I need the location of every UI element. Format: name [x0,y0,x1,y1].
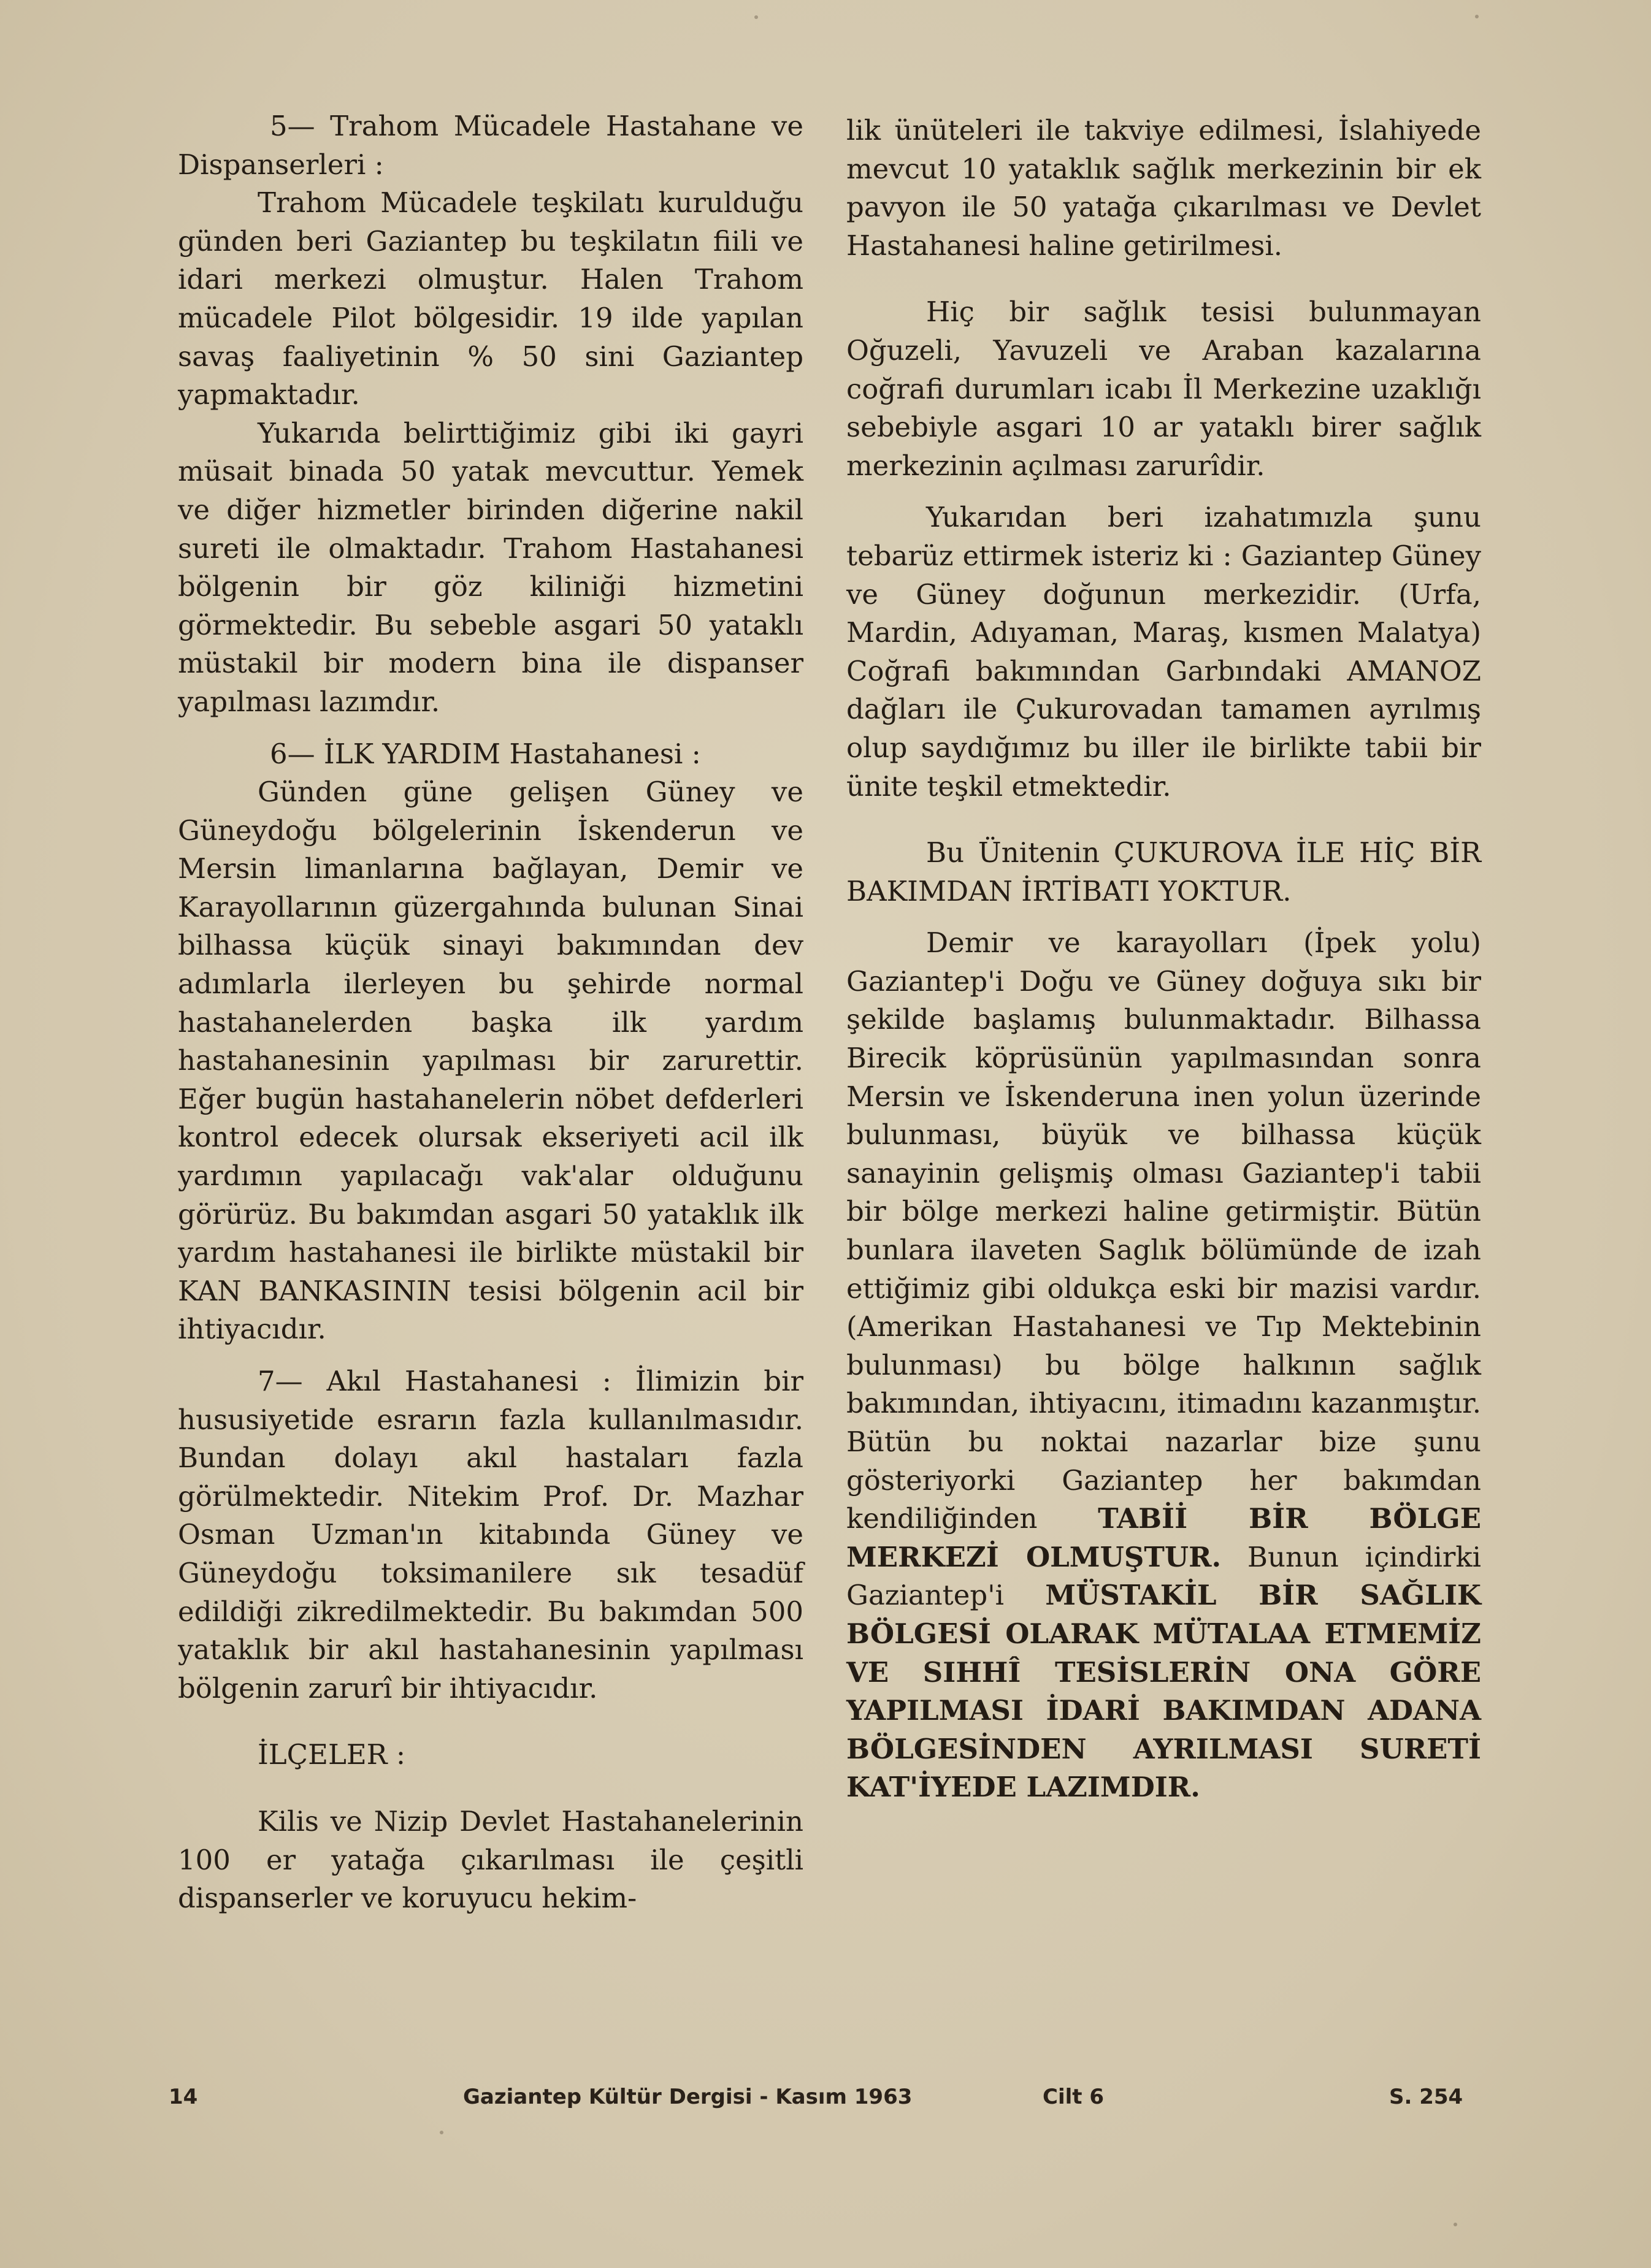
paper-speck [440,2131,443,2134]
right-column [846,112,1481,1807]
section-6-heading: 6— İLK YARDIM Hastahanesi : [270,737,701,770]
paragraph: Günden güne gelişen Güney ve Güneydoğu bölgelerinin İskenderun ve Mersin limanlarına bağlayan, Demir ve Karayollarının güzergahında bulunan Sinai bilhassa küçük sinayi bakımından dev adımlarla ilerleyen bu şehirde normal hastahanelerden başka ilk yardım hastahanesinin yapılması bir zarurettir. Eğer bugün hastahanelerin nöbet defderleri kontrol edecek olursak ekseriyeti acil ilk yardımın yapılacağı vak'alar olduğunu görürüz. Bu bakımdan asgari 50 yataklık ilk yardım hastahanesi ile birlikte müstakil bir KAN BANKASININ tesisi bölgenin acil bir ihtiyacıdır. [178,776,803,1346]
paragraph: Yukarıdan beri izahatımızla şunu tebarüz ettirmek isteriz ki : Gaziantep Güney ve Güney doğunun merkezidir. (Urfa, Mardin, Adıyaman, Maraş, kısmen Malatya) Coğrafi bakımından Garbındaki AMANOZ dağları ile Çukurovadan tamamen ayrılmış olup saydığımız bu iller ile birlikte tabii bir ünite teşkil etmektedir. [846,501,1481,803]
page-footer [166,2085,1484,2121]
magazine-title: Gaziantep Kültür Dergisi - Kasım 1963 [463,2085,913,2109]
emphasis-text: TABİİ BİR BÖLGE MERKEZİ OLMUŞTUR. [846,1502,1481,1573]
left-column [178,107,803,1918]
section-7-paragraph: 7— Akıl Hastahanesi : İlimizin bir hususiyetide esrarın fazla kullanılmasıdır. Bundan dolayı akıl hastaları fazla görülmektedir. Nitekim Prof. Dr. Mazhar Osman Uzman'ın kitabında Güney ve Güneydoğu toksimanilere sık tesadüf edildiği zikredilmektedir. Bu bakımdan 500 yataklık bir akıl hastahanesinin yapılması bölgenin zarurî bir ihtiyacıdır. [178,1365,803,1705]
ilceler-heading: İLÇELER : [258,1738,406,1771]
section-5-heading: 5— Trahom Mücadele Hastahane ve Dispanserleri : [178,110,803,181]
conclusion-text: MÜSTAKİL BİR SAĞLIK BÖLGESİ OLARAK MÜTALAA ETMEMİZ VE SIHHÎ TESİSLERİN ONA GÖRE YAPILMASI İDARİ BAKIMDAN ADANA BÖLGESİNDEN AYRILMASI SURETİ KAT'İYEDE LAZIMDIR. [846,1579,1481,1804]
paper-speck [1348,307,1352,310]
paragraph-text: Demir ve karayolları (İpek yolu) Gaziantep'i Doğu ve Güney doğuya sıkı bir şekilde başlamış bulunmaktadır. Bilhassa Birecik köprüsünün yapılmasından sonra Mersin ve İskenderuna inen yolun üzerinde bulunması, büyük ve bilhassa küçük sanayinin gelişmiş olması Gaziantep'i tabii bir bölge merkezi haline getirmiştir. Bütün bunlara ilaveten Saglık bölümünde de izah ettiğimiz gibi oldukça eski bir mazisi vardır. (Amerikan Hastahanesi ve Tıp Mektebinin bulunması) bu bölge halkının sağlık bakımından, ihtiyacını, itimadını kazanmıştır. Bütün bu noktai nazarlar bize şunu gösteriyorki Gaziantep her bakımdan kendiliğinden [846,926,1481,1535]
paragraph [846,924,1481,1807]
emphasis-statement: Bu Ünitenin ÇUKUROVA İLE HİÇ BİR BAKIMDAN İRTİBATI YOKTUR. [846,836,1481,907]
page-number: 14 [169,2085,198,2109]
paper-speck [754,15,758,19]
paragraph: Yukarıda belirttiğimiz gibi iki gayri müsait binada 50 yatak mevcuttur. Yemek ve diğer hizmetler birinden diğerine nakil sureti ile olmaktadır. Trahom Hastahanesi bölgenin bir göz kiliniği hizmetini görmektedir. Bu sebeble asgari 50 yataklı müstakil bir modern bina ile dispanser yapılması lazımdır. [178,416,803,718]
paragraph: Hiç bir sağlık tesisi bulunmayan Oğuzeli, Yavuzeli ve Araban kazalarına coğrafi durumları icabı İl Merkezine uzaklığı sebebiyle asgari 10 ar yataklı birer sağlık merkezinin açılması zarurîdir. [846,296,1481,482]
paragraph: Trahom Mücadele teşkilatı kurulduğu günden beri Gaziantep bu teşkilatın fiili ve idari merkezi olmuştur. Halen Trahom mücadele Pilot bölgesidir. 19 ilde yapılan savaş faaliyetinin % 50 sini Gaziantep yapmaktadır. [178,186,803,411]
paragraph-text: Bunun içindirki Gaziantep'i [846,1540,1482,1612]
paper-speck [1454,2223,1457,2226]
volume-label: Cilt 6 [1043,2085,1105,2109]
issue-number: S. 254 [1389,2085,1463,2109]
paragraph: Kilis ve Nizip Devlet Hastahanelerinin 100 er yatağa çıkarılması ile çeşitli dispanserler ve koruyucu hekim- [178,1804,803,1915]
paper-speck [1475,15,1479,18]
paragraph: lik ünüteleri ile takviye edilmesi, İslahiyede mevcut 10 yataklık sağlık merkezinin bir ek pavyon ile 50 yatağa çıkarılması ve Devlet Hastahanesi haline getirilmesi. [846,114,1481,262]
